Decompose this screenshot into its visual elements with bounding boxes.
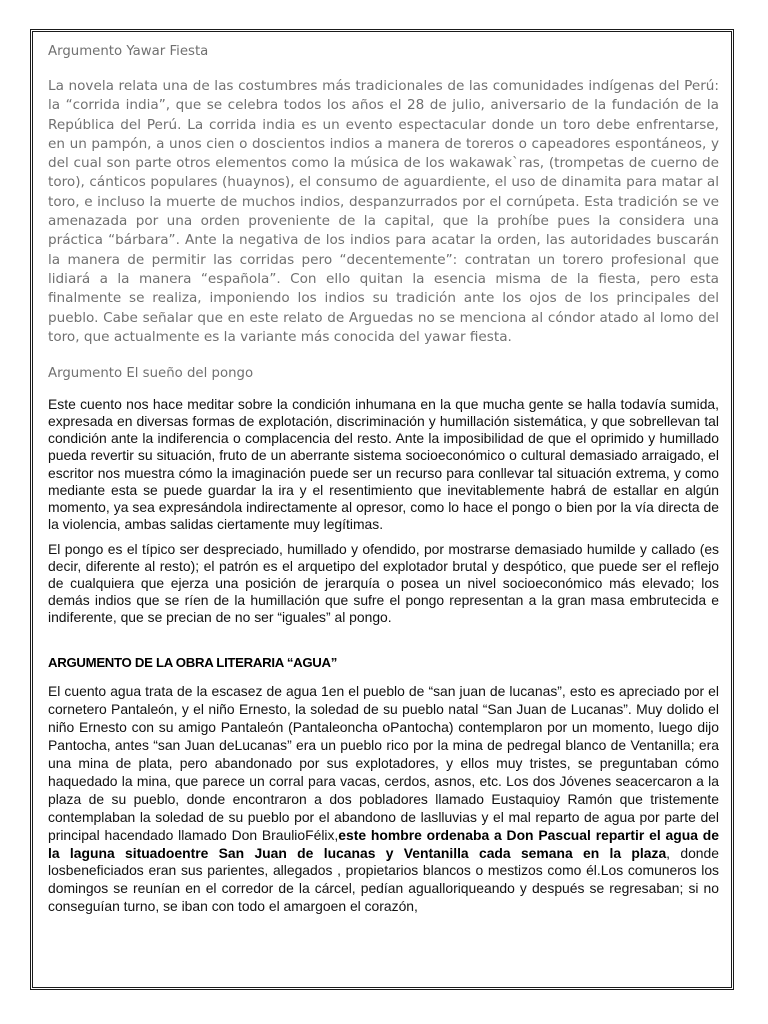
section-sueno-del-pongo — [48, 396, 719, 626]
section-heading: Argumento El sueño del pongo — [48, 366, 254, 382]
document-content — [48, 42, 719, 916]
section-paragraph: Este cuento nos hace meditar sobre la condición inhumana en la que mucha gente se halla todavía sumida, expresada en diversas formas de explotación, discriminación y humillación sistemática, y que sobrellevan tal condición ante la indiferencia o complacencia del resto. Ante la imposibilidad de que el oprimido y humillado pueda revertir su situación, fruto de un aberrante sistema socioeconómico o cultural demasiado arraigado, el escritor nos muestra cómo la imaginación puede ser un recurso para conllevar tal situación extrema, y como mediante esta se puede guardar la ira y el resentimiento que inevitablemente habrá de estallar en algún momento, ya sea expresándola indirectamente al opresor, como lo hace el pongo o bien por la vía directa de la violencia, ambas salidas ciertamente muy legítimas. — [48, 396, 719, 532]
section-heading: Argumento Yawar Fiesta — [48, 44, 209, 59]
section-paragraph: El pongo es el típico ser despreciado, humillado y ofendido, por mostrarse demasiado humilde y callado (es decir, diferente al resto); el patrón es el arquetipo del explotador brutal y despótico, que puede ser el reflejo de cualquiera que ejerza una posición de jerarquía o posea un nivel socioeconómico más elevado; los demás indios que se ríen de la humillación que sufre el pongo representan a la gran masa embrutecida e indiferente, que se precian de no ser “iguales” al pongo. — [48, 540, 719, 626]
paragraph-text: , donde losbeneficiados eran sus parientes, allegados , propietarios blancos o mestizos como él.Los comuneros los domingos se reunían en el corredor de la cárcel, pedían agualloriqueando y después se regresaban; si no conseguían turno, se iban con todo el amargoen el corazón, — [48, 844, 719, 915]
section-agua — [48, 654, 719, 916]
paragraph-text: El cuento agua trata de la escasez de agua 1en el pueblo de “san juan de lucanas”, esto es apreciado por el cornetero Pantaleón, y el niño Ernesto, la soledad de su pueblo natal “San Juan de Lucanas”. Muy dolido el niño Ernesto con su amigo Pantaleón (Pantaleoncha oPantocha) contemplaron por un momento, luego dijo Pantocha, antes “san Juan deLucanas” era un pueblo rico por la mina de pedregal blanco de Ventanilla; era una mina de plata, pero abandonado por sus explotadores, y ellos muy tristes, se preguntaban cómo haquedado la mina, que parece un corral para vacas, cerdos, asnos, etc. Los dos Jóvenes seacercaron a la plaza de su pueblo, donde encontraron a dos pobladores llamado Eustaquioy Ramón que tristemente contemplaban la soledad de su pueblo por el abandono de laslluvias y el mal reparto de agua por parte del principal hacendado llamado Don BraulioFélix, — [48, 683, 719, 843]
section-paragraph: La novela relata una de las costumbres más tradicionales de las comunidades indígenas del Perú: la “corrida india”, que se celebra todos los años el 28 de julio, aniversario de la fundación de la República del Perú. La corrida india es un evento espectacular donde un toro debe enfrentarse, en un pampón, a unos cien o doscientos indios a manera de toreros o capeadores espontáneos, y del cual son parte otros elementos como la música de los wakawak`ras, (trompetas de cuerno de toro), cánticos populares (huaynos), el consumo de aguardiente, el uso de dinamita para matar al toro, e incluso la muerte de muchos indios, despanzurrados por el cornúpeta. Esta tradición se ve amenazada por una orden proveniente de la capital, que la prohíbe pues la considera una práctica “bárbara”. Ante la negativa de los indios para acatar la orden, las autoridades buscarán la manera de permitir las corridas pero “decentemente”: contratan un torero profesional que lidiará a la manera “española”. Con ello quitan la esencia misma de la fiesta, pero esta finalmente se realiza, imponiendo los indios su tradición ante los ojos de los principales del pueblo. Cabe señalar que en este relato de Arguedas no se menciona al cóndor atado al lomo del toro, que actualmente es la variante más conocida del yawar fiesta. — [48, 78, 719, 345]
section-yawar-fiesta — [48, 42, 719, 347]
document-page — [30, 29, 734, 990]
section-heading: ARGUMENTO DE LA OBRA LITERARIA “AGUA” — [48, 655, 338, 671]
paragraph-bold-text: este hombre ordenaba a Don Pascual repartir el agua de la laguna situadoentre San Juan de lucanas y Ventanilla cada semana en la plaza — [48, 826, 719, 861]
section-sueno-del-pongo-heading — [48, 364, 719, 384]
section-paragraph — [48, 683, 719, 916]
